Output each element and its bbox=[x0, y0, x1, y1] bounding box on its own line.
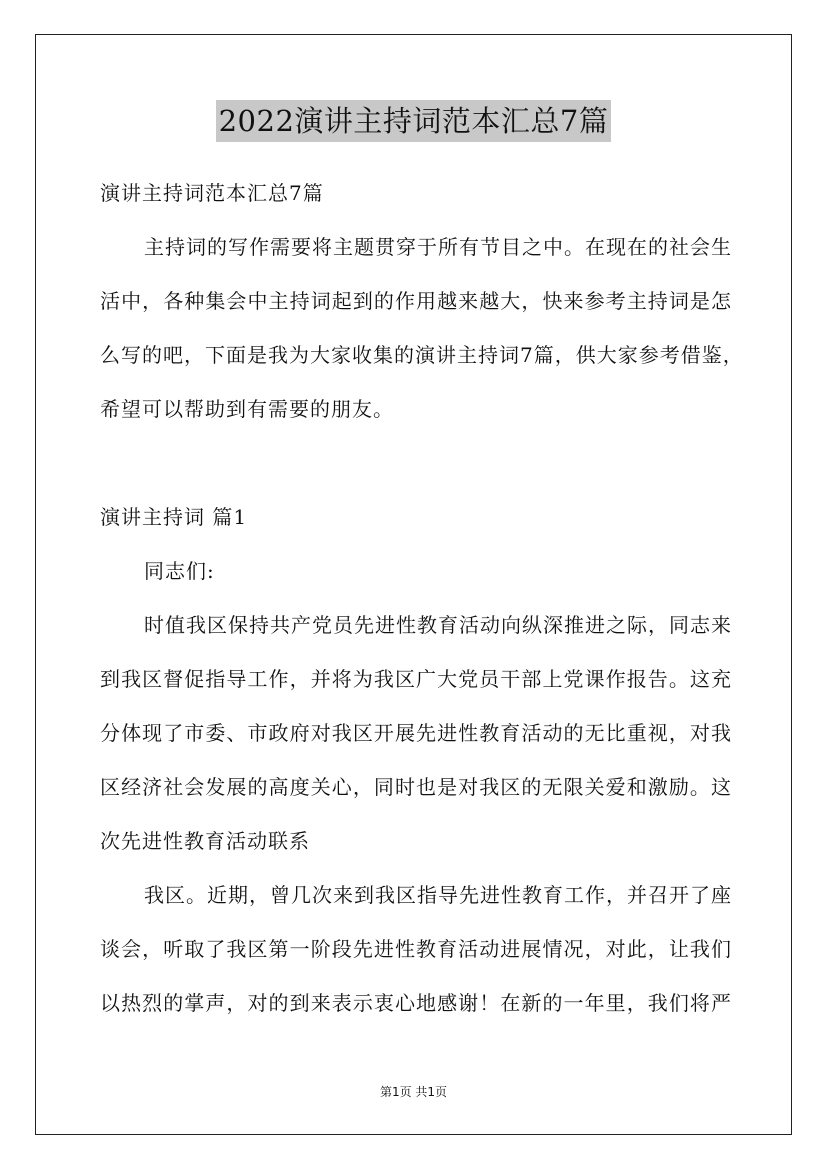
para1-line-3: 分体现了市委、市政府对我区开展先进性教育活动的无比重视，对我 bbox=[100, 721, 732, 745]
para1-line-2: 到我区督促指导工作，并将为我区广大党员干部上党课作报告。这充 bbox=[100, 667, 732, 691]
page-footer: 第1页 共1页 bbox=[379, 1085, 448, 1099]
document-title: 2022演讲主持词范本汇总7篇 bbox=[216, 100, 612, 142]
intro-line-4: 希望可以帮助到有需要的朋友。 bbox=[100, 397, 394, 421]
para1-line-4: 区经济社会发展的高度关心，同时也是对我区的无限关爱和激励。这 bbox=[100, 775, 732, 799]
para2-line-1: 我区。近期，曾几次来到我区指导先进性教育工作，并召开了座 bbox=[144, 883, 732, 907]
intro-line-2: 活中，各种集会中主持词起到的作用越来越大，快来参考主持词是怎 bbox=[100, 289, 732, 313]
para2-line-3: 以热烈的掌声，对的到来表示衷心地感谢！在新的一年里，我们将严 bbox=[100, 991, 732, 1015]
para1-line-5: 次先进性教育活动联系 bbox=[100, 829, 310, 853]
para1-line-1: 时值我区保持共产党员先进性教育活动向纵深推进之际，同志来 bbox=[144, 613, 732, 637]
subtitle: 演讲主持词范本汇总7篇 bbox=[100, 181, 324, 205]
intro-line-3: 么写的吧，下面是我为大家收集的演讲主持词7篇，供大家参考借鉴， bbox=[100, 343, 744, 367]
section-heading: 演讲主持词 篇1 bbox=[100, 505, 248, 529]
title-container bbox=[0, 100, 827, 142]
greeting: 同志们: bbox=[144, 559, 215, 583]
intro-line-1: 主持词的写作需要将主题贯穿于所有节目之中。在现在的社会生 bbox=[144, 235, 732, 259]
para2-line-2: 谈会，听取了我区第一阶段先进性教育活动进展情况，对此，让我们 bbox=[100, 937, 732, 961]
